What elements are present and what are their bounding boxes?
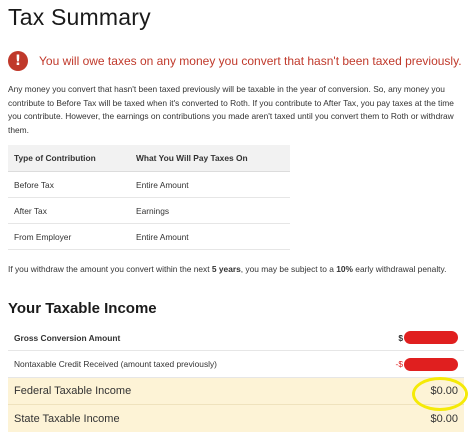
column-header-taxes: What You Will Pay Taxes On: [136, 153, 248, 163]
penalty-years: 5 years: [211, 264, 241, 274]
penalty-note-pre: If you withdraw the amount you convert within the next: [8, 264, 212, 274]
taxed-amount: Entire Amount: [136, 179, 189, 190]
penalty-note-mid: , you may be subject to a: [240, 264, 337, 274]
table-row: [8, 224, 290, 250]
taxed-amount: Entire Amount: [136, 231, 189, 242]
federal-taxable-income-row: [8, 378, 464, 405]
nontaxable-credit-row: [8, 351, 464, 378]
column-header-type: Type of Contribution: [14, 153, 96, 163]
contribution-table: [8, 145, 290, 250]
warning-text: You will owe taxes on any money you convert that hasn't been taxed previously.: [39, 54, 462, 68]
table-row: [8, 172, 290, 198]
federal-taxable-income-label: Federal Taxable Income: [14, 385, 132, 397]
penalty-rate: 10%: [336, 264, 353, 274]
conversion-description: Any money you convert that hasn't been taxed previously will be taxable in the year of conversion. So, any money you contribute to Before Tax will be taxed when it's converted to Roth. If you contribute to After Tax, you pay taxes at the time you contribute. However, the earnings on contributions you made aren't taxed until you convert them to Roth or withdraw them.: [8, 84, 454, 135]
exclamation-icon: !: [8, 51, 28, 71]
taxable-income-table: [8, 325, 464, 432]
table-row: [8, 198, 290, 224]
nontaxable-credit-label: Nontaxable Credit Received (amount taxed previously): [14, 359, 217, 369]
redacted-amount: [404, 331, 458, 344]
state-taxable-income-value: $0.00: [430, 412, 458, 425]
nontaxable-credit-value: [396, 358, 458, 371]
penalty-note: [8, 264, 446, 274]
nontaxable-credit-currency: -$: [395, 359, 403, 369]
state-taxable-income-label: State Taxable Income: [14, 412, 120, 425]
gross-conversion-currency: $: [398, 332, 403, 343]
federal-taxable-income-value: $0.00: [430, 385, 458, 397]
table-header-row: [8, 145, 290, 172]
warning-banner: [8, 51, 462, 71]
taxable-income-title: Your Taxable Income: [8, 300, 157, 317]
penalty-note-post: early withdrawal penalty.: [352, 264, 447, 274]
state-taxable-income-row: [8, 405, 464, 432]
taxed-amount: Earnings: [136, 205, 170, 216]
contribution-type: After Tax: [14, 205, 47, 216]
gross-conversion-row: [8, 325, 464, 351]
gross-conversion-label: Gross Conversion Amount: [14, 332, 121, 343]
page-title: Tax Summary: [8, 4, 151, 30]
contribution-type: Before Tax: [14, 179, 54, 190]
contribution-type: From Employer: [14, 231, 72, 242]
redacted-amount: [404, 358, 458, 371]
gross-conversion-value: [398, 331, 458, 344]
